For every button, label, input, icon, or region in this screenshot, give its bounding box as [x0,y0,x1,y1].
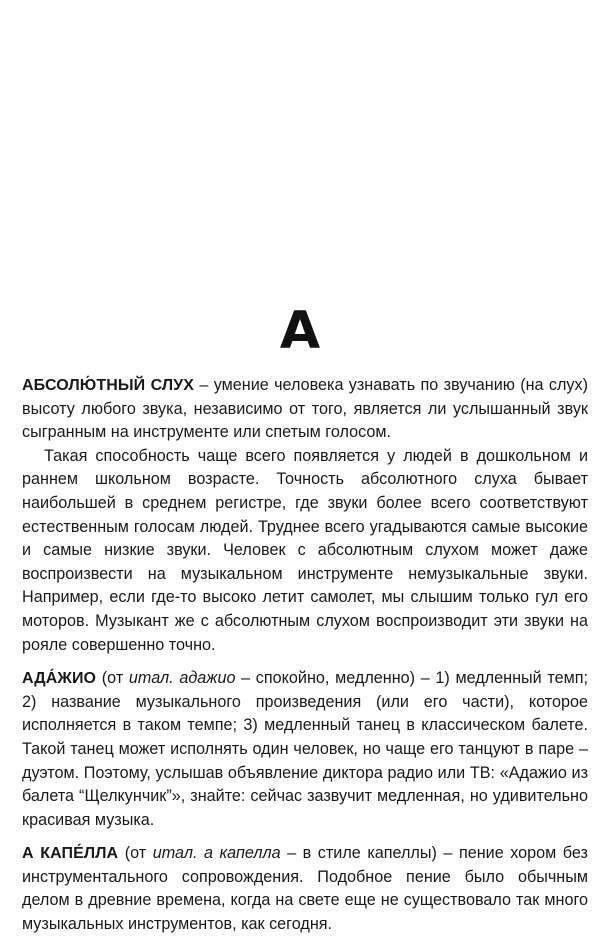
entry-a-cappella [22,842,588,936]
entry-term: А КАПЕ́ЛЛА [22,845,119,863]
entry-origin-italic: итал. адажио [128,669,236,688]
entry-definition: – спокойно, медленно) – 1) медленный темп; 2) название музыкального произведения (или его части), которое исполняется в таком темпе; 3) медленный танец в классическом балете. Такой танец может исполнять один человек, но чаще его танцуют в паре – дуэтом. Поэтому, услышав объявление диктора радио или ТВ: «Адажио из балета “Щелкунчик”», знайте: сейчас зазвучит медленная, но удивительно красивая музыка. [22,669,588,829]
entry-definition: – умение человека узнавать по звучанию (на слух) высоту любого звука, независимо от того, является ли услышанный звук сыгранным на инструменте или спетым голосом. [22,376,589,442]
dictionary-text [22,374,588,947]
entry-origin-italic: итал. а капелла [152,844,281,863]
entry-term: АБСОЛЮ́ТНЫЙ СЛУХ [22,377,195,394]
entry-origin-prefix: (от [118,844,153,863]
entry-absolute-pitch [22,374,588,657]
entry-definition: – в стиле капеллы) – пение хором без инструментального сопровождения. Подобное пение было обычным делом в древние времена, когда на свете еще не существовало так много музыкальных инструментов, как сегодня. [22,844,588,934]
entry-adagio [22,667,588,832]
entry-origin-prefix: (от [96,669,129,688]
section-letter: А [279,301,321,361]
entry-term: АДА́ЖИО [22,670,97,688]
entry-extra-paragraph: Такая способность чаще всего появляется у людей в дошкольном и раннем школьном возрасте. Точность абсолютного слуха бывает наибольшей в среднем регистре, где звуки более всего соответствуют естественным голосам людей. Труднее всего угадываются самые высокие и самые низкие звуки. Человек с абсолютным слухом может даже воспроизвести на музыкальном инструменте немузыкальные звуки. Например, если где-то высоко летит самолет, мы слышим только гул его моторов. Музыкант же с абсолютным слухом воспроизводит эти звуки на рояле совершенно точно. [22,446,588,654]
